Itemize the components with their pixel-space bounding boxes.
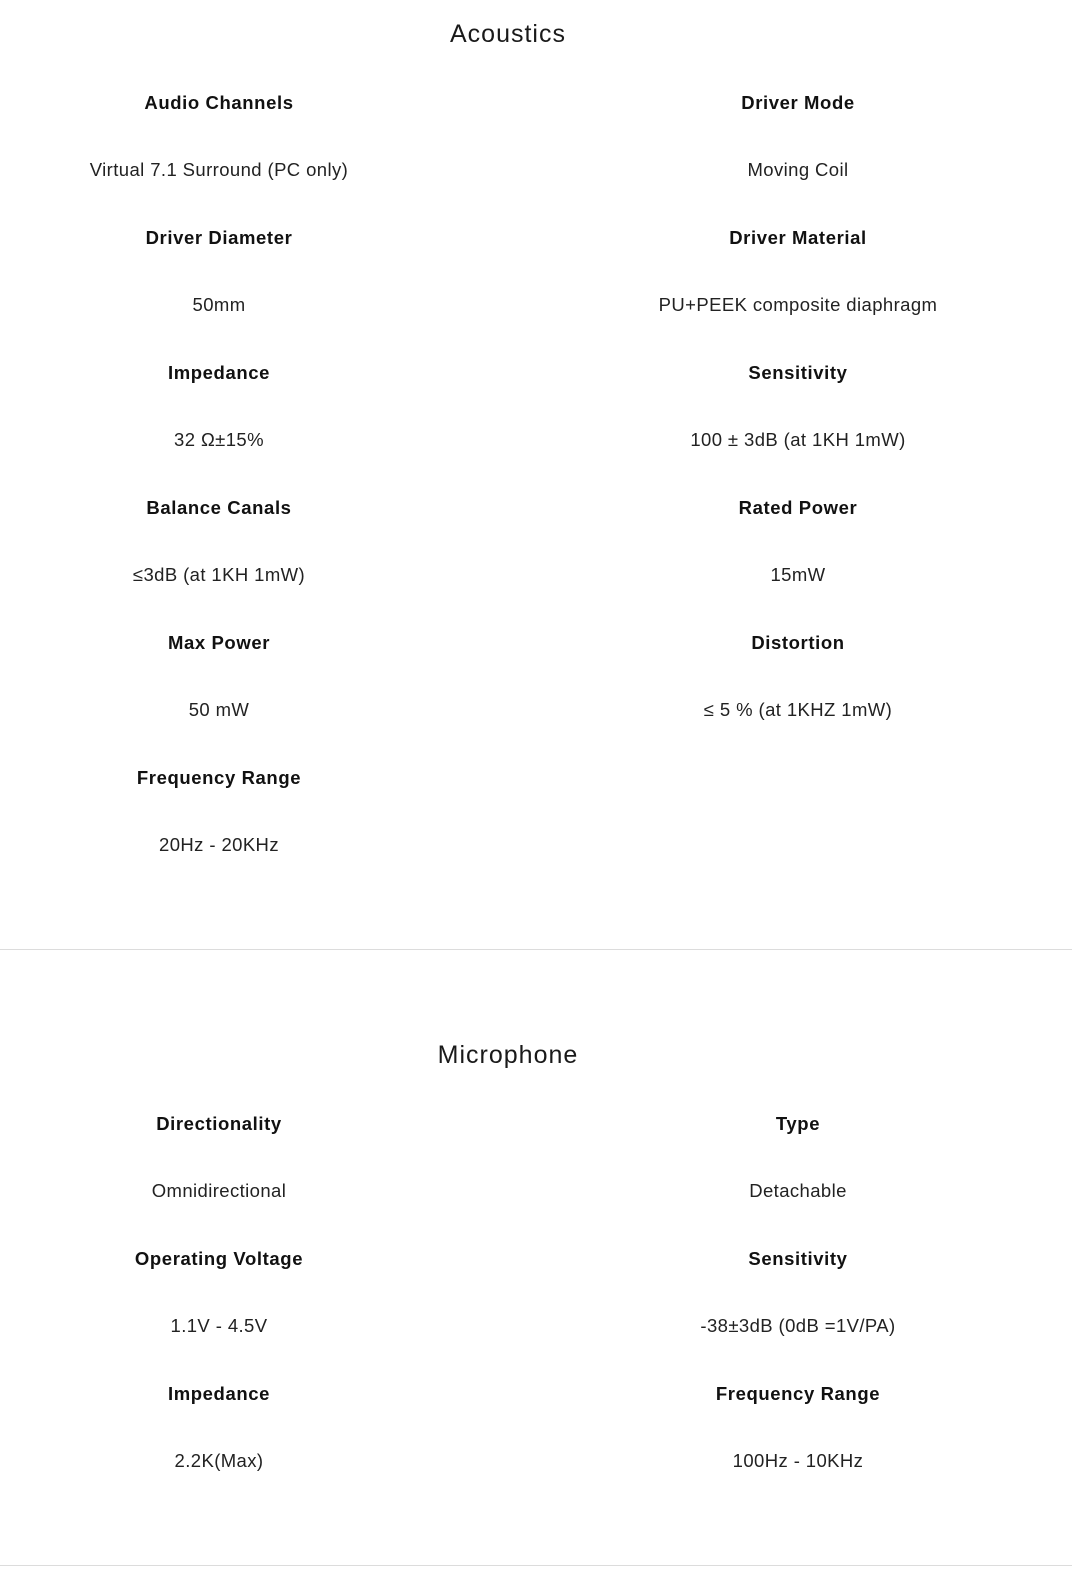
section-divider — [0, 949, 1072, 950]
spec-value: 50 mW — [188, 699, 250, 720]
spec-value: -38±3dB (0dB =1V/PA) — [700, 1315, 896, 1336]
spec-value: 2.2K(Max) — [174, 1450, 264, 1471]
spec-label: Distortion — [751, 632, 845, 653]
spec-label: Frequency Range — [715, 1383, 881, 1404]
spec-label: Driver Mode — [741, 92, 855, 113]
spec-label: Driver Diameter — [145, 227, 293, 248]
spec-label: Max Power — [167, 632, 271, 653]
spec-value: 15mW — [770, 564, 826, 585]
spec-label: Driver Material — [729, 227, 867, 248]
acoustics-title: Acoustics — [450, 20, 566, 48]
spec-value: Virtual 7.1 Surround (PC only) — [89, 159, 349, 180]
spec-value: 1.1V - 4.5V — [170, 1315, 268, 1336]
spec-value: 32 Ω±15% — [174, 429, 264, 450]
spec-value: Moving Coil — [747, 159, 849, 180]
spec-value: Detachable — [749, 1180, 847, 1201]
spec-value: ≤ 5 % (at 1KHZ 1mW) — [703, 699, 893, 720]
spec-label: Audio Channels — [144, 92, 294, 113]
microphone-section — [0, 1020, 1084, 1565]
spec-value: 100Hz - 10KHz — [732, 1450, 864, 1471]
spec-label: Balance Canals — [146, 497, 292, 518]
section-divider — [0, 1565, 1072, 1566]
spec-label: Directionality — [156, 1113, 282, 1134]
spec-label: Frequency Range — [136, 767, 302, 788]
spec-value: Omnidirectional — [151, 1180, 287, 1201]
spec-value: 100 ± 3dB (at 1KH 1mW) — [690, 429, 906, 450]
microphone-title: Microphone — [437, 1041, 579, 1069]
spec-label: Sensitivity — [748, 362, 848, 383]
spec-label: Type — [775, 1113, 821, 1134]
spec-value: 50mm — [192, 294, 246, 315]
spec-label: Sensitivity — [748, 1248, 848, 1269]
spec-label: Rated Power — [738, 497, 858, 518]
spec-label: Operating Voltage — [134, 1248, 304, 1269]
spec-label: Impedance — [167, 1383, 271, 1404]
spec-label: Impedance — [167, 362, 271, 383]
spec-value: PU+PEEK composite diaphragm — [658, 294, 938, 315]
spec-value: ≤3dB (at 1KH 1mW) — [132, 564, 306, 585]
spec-value: 20Hz - 20KHz — [159, 834, 279, 855]
